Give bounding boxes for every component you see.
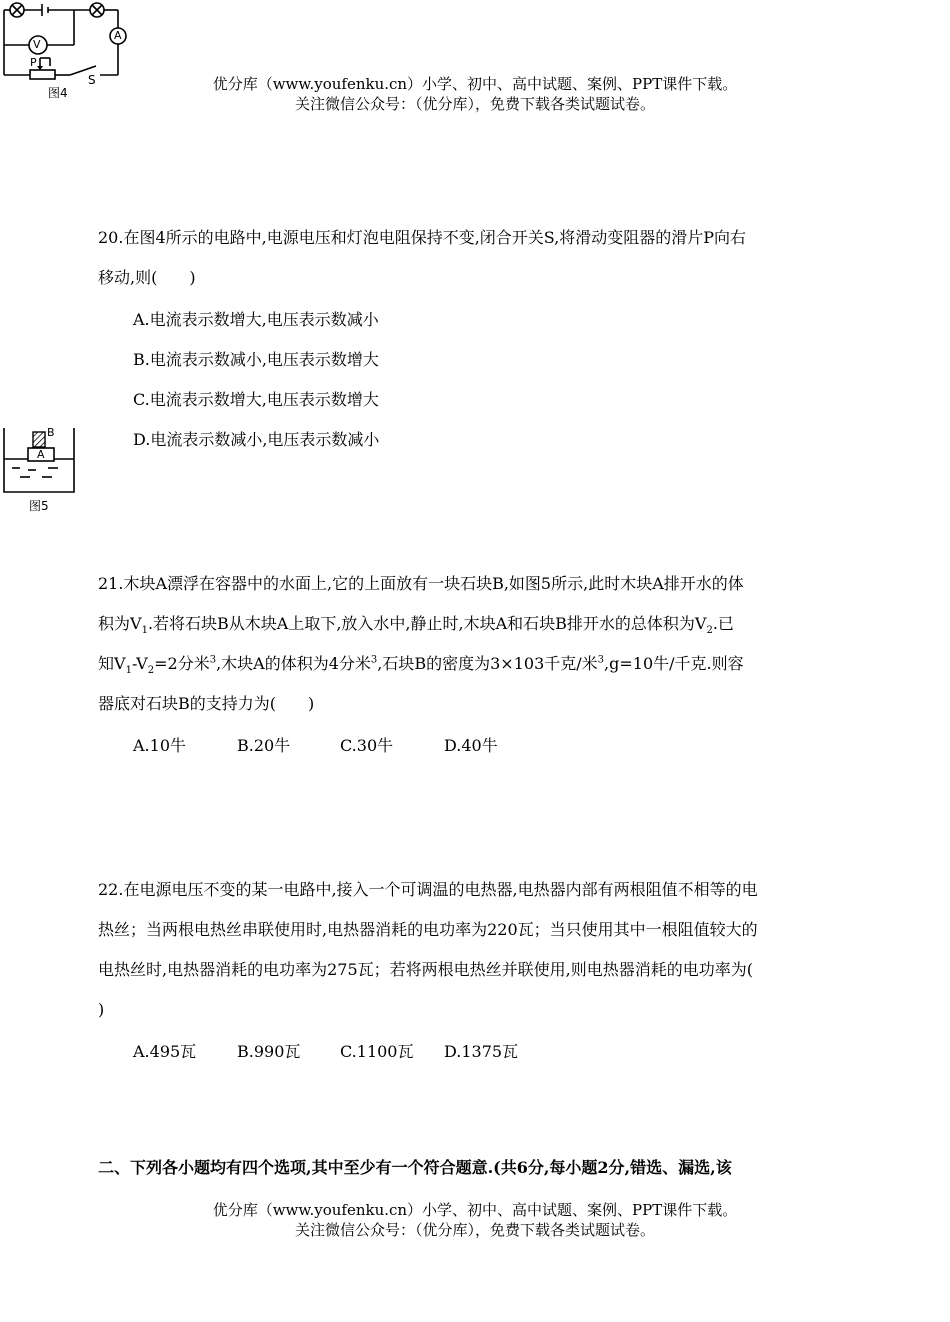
q22-option-b: B.990瓦 — [237, 1042, 301, 1061]
q20-option-c: C.电流表示数增大,电压表示数增大 — [133, 390, 379, 409]
q22-option-d: D.1375瓦 — [444, 1042, 519, 1061]
q21-option-a: A.10牛 — [133, 736, 187, 755]
footer-line-2: 关注微信公众号：（优分库），免费下载各类试题试卷。 — [294, 1221, 655, 1239]
q22-line-3: 电热丝时,电热器消耗的电功率为275瓦；若将两根电热丝并联使用,则电热器消耗的电功率为( — [98, 960, 753, 979]
header-line-1: 优分库（www.youfenku.cn）小学、初中、高中试题、案例、PPT课件下载。 — [212, 75, 738, 93]
q22-option-a: A.495瓦 — [133, 1042, 197, 1061]
q20-line-2: 移动,则( ) — [98, 268, 196, 287]
figure-5-caption: 图5 — [29, 499, 49, 513]
q20-line-1: 20.在图4所示的电路中,电源电压和灯泡电阻保持不变,闭合开关S,将滑动变阻器的滑片P向右 — [98, 228, 747, 247]
figure-5-container — [0, 424, 80, 516]
q22-line-4: ) — [98, 1000, 105, 1019]
q20-option-b: B.电流表示数减小,电压表示数增大 — [133, 350, 379, 369]
section-2-title: 二、下列各小题均有四个选项,其中至少有一个符合题意.(共6分,每小题2分,错选、漏选,该 — [98, 1158, 732, 1177]
q20-option-d: D.电流表示数减小,电压表示数减小 — [133, 430, 380, 449]
header-line-2: 关注微信公众号：（优分库），免费下载各类试题试卷。 — [294, 95, 655, 113]
q21-option-c: C.30牛 — [340, 736, 394, 755]
q21-line-2: 积为$V_1$.若将石块B从木块A上取下,放入水中,静止时,木块A和石块B排开水的总体积为$V_2$.已 — [98, 614, 734, 637]
q20-option-a: A.电流表示数增大,电压表示数减小 — [133, 310, 379, 329]
q21-line-4: 器底对石块B的支持力为( ) — [98, 694, 315, 713]
switch-label: S — [88, 73, 96, 87]
figure-4-circuit — [0, 0, 130, 104]
q21-option-d: D.40牛 — [444, 736, 498, 755]
block-b-label: B — [47, 426, 55, 439]
q21-line-3: 知$V_1-V_2=2$分米$^3$,木块A的体积为4分米$^3$,石块B的密度为3×103千克/米$^3$,g=10牛/千克.则容 — [98, 654, 744, 677]
q22-option-c: C.1100瓦 — [340, 1042, 414, 1061]
voltmeter-label: V — [33, 38, 41, 51]
q21-line-1: 21.木块A漂浮在容器中的水面上,它的上面放有一块石块B,如图5所示,此时木块A排开水的体 — [98, 574, 744, 593]
q22-line-1: 22.在电源电压不变的某一电路中,接入一个可调温的电热器,电热器内部有两根阻值不相等的电 — [98, 880, 758, 899]
ammeter-label: A — [114, 29, 122, 42]
block-a-label: A — [37, 448, 45, 461]
q22-line-2: 热丝；当两根电热丝串联使用时,电热器消耗的电功率为220瓦；当只使用其中一根阻值较大的 — [98, 920, 758, 939]
q21-option-b: B.20牛 — [237, 736, 291, 755]
figure-4-caption: 图4 — [48, 86, 68, 100]
slider-label: P — [30, 56, 37, 69]
footer-line-1: 优分库（www.youfenku.cn）小学、初中、高中试题、案例、PPT课件下载。 — [212, 1201, 738, 1219]
